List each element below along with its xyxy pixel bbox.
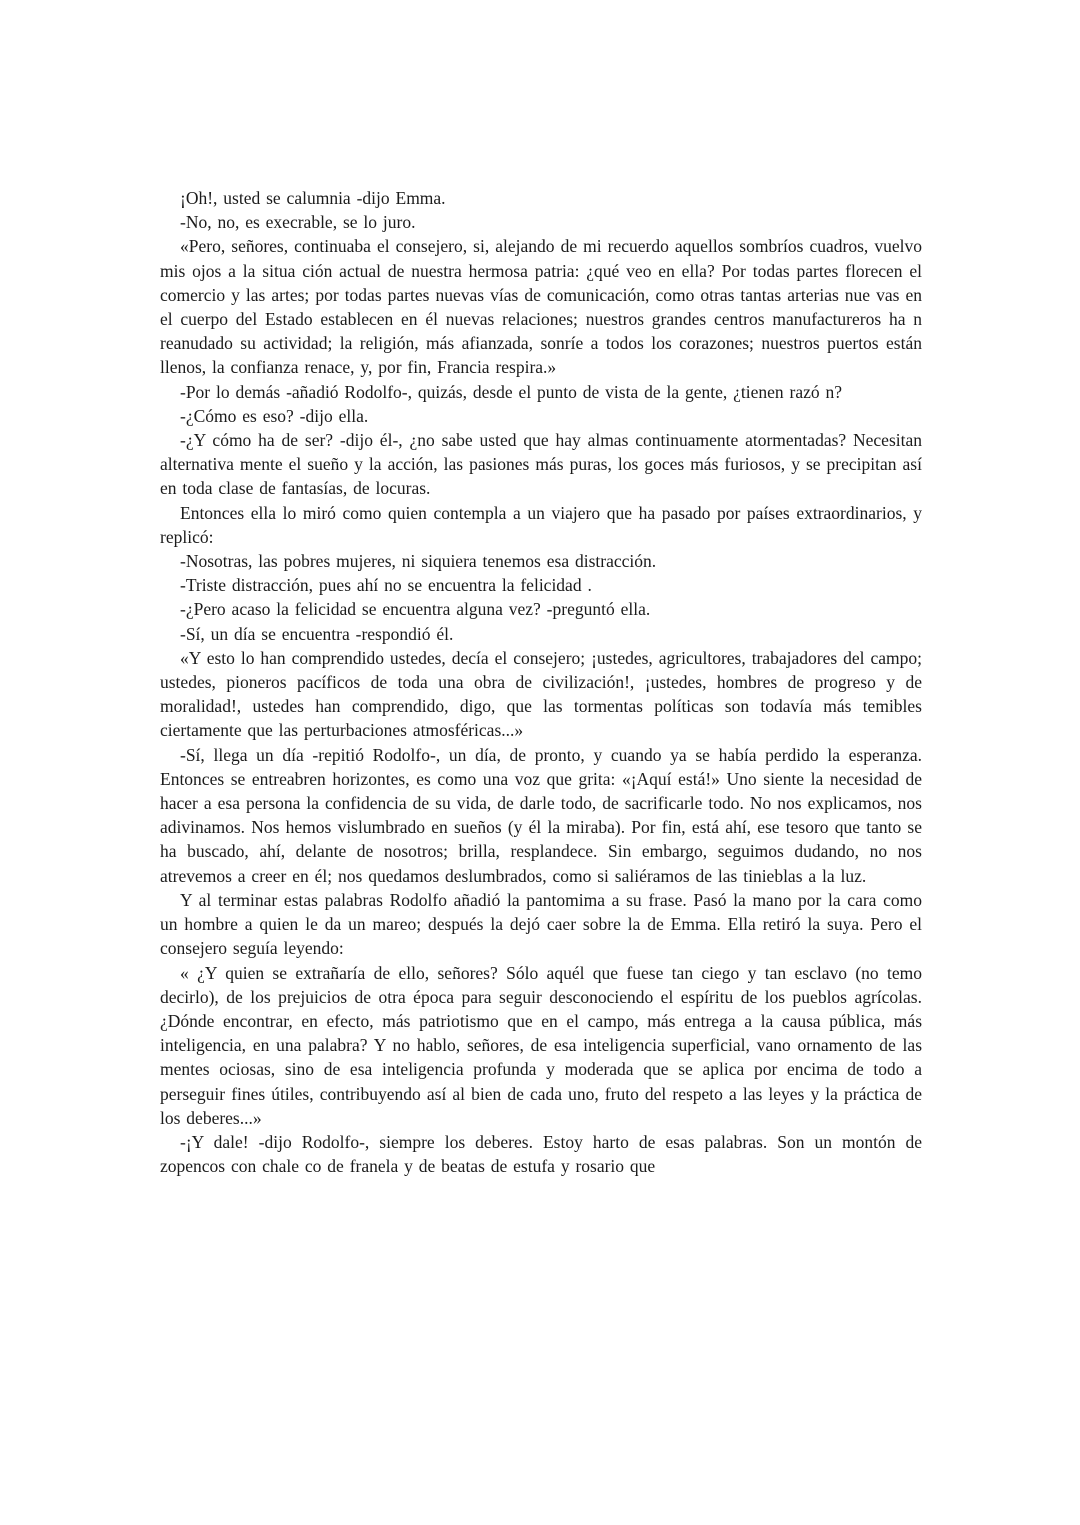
paragraph: ¡Oh!, usted se calumnia -dijo Emma. [180,188,446,208]
page-text [160,186,922,1178]
paragraph: «Y esto lo han comprendido ustedes, decía el consejero; ¡ustedes, agricultores, trabajadores del campo; ustedes, pioneros pacíficos de toda una obra de civilización!, ¡ustedes, hombres de progreso y de moralidad!, ustedes han comprendido, digo, que las tormentas políticas son todavía más temibles ciertamente que las perturbaciones atmosféricas...» [160,647,922,741]
paragraph: -¿Cómo es eso? -dijo ella. [180,405,369,426]
paragraph: Entonces ella lo miró como quien contempla a un viajero que ha pasado por países extraordinarios, y replicó: [160,502,922,547]
paragraph: -No, no, es execrable, se lo juro. [180,212,416,233]
paragraph: -Nosotras, las pobres mujeres, ni siquiera tenemos esa distracción. [180,551,657,572]
paragraph: « ¿Y quien se extrañaría de ello, señores? Sólo aquél que fuese tan ciego y tan esclavo (no temo decirlo), de los prejuicios de otra época para seguir desconociendo el espíritu de los pueblos agrícolas. ¿Dónde encontrar, en efecto, más patriotismo que en el campo, más entrega a la causa pública, más inteligencia, en una palabra? Y no hablo, señores, de esa inteligencia superficial, vano ornamento de las mentes ociosas, sino de esa inteligencia profunda y moderada que se aplica por encima de todo a perseguir fines útiles, contribuyendo así al bien de cada uno, fruto del respeto a las leyes y la práctica de los deberes...» [160,962,922,1128]
paragraph: -Sí, llega un día -repitió Rodolfo-, un día, de pronto, y cuando ya se había perdido la esperanza. Entonces se entreabren horizontes, es como una voz que grita: «¡Aquí está!» Uno siente la necesidad de hacer a esa persona la confidencia de su vida, de darle todo, de sacrificarle todo. No nos explicamos, nos adivinamos. Nos hemos vislumbrado en sueños (y él la miraba). Por fin, está ahí, ese tesoro que tanto se ha buscado, ahí, delante de nosotros; brilla, resplandece. Sin embargo, seguimos dudando, no nos atrevemos a creer en él; nos quedamos deslumbrados, como si saliéramos de las tinieblas a la luz. [160,744,922,886]
paragraph: -Sí, un día se encuentra -respondió él. [180,623,454,644]
paragraph: «Pero, señores, continuaba el consejero, si, alejando de mi recuerdo aquellos sombríos cuadros, vuelvo mis ojos a la situa ción actual de nuestra hermosa patria: ¿qué veo en ella? Por todas partes florecen el comercio y las artes; por todas partes nuevas vías de comunicación, como otras tantas arterias nue vas en el cuerpo del Estado establecen en él nuevas relaciones; nuestros grandes centros manufactureros ha n reanudado su actividad; la religión, más afianzada, sonríe a todos los corazones; nuestros puertos están llenos, la confianza renace, y, por fin, Francia respira.» [160,236,922,378]
paragraph: Y al terminar estas palabras Rodolfo añadió la pantomima a su frase. Pasó la mano por la cara como un hombre a quien le da un mareo; después la dejó caer sobre la de Emma. Ella retiró la suya. Pero el consejero seguía leyendo: [160,889,922,959]
paragraph: -¿Pero acaso la felicidad se encuentra alguna vez? -preguntó ella. [180,599,651,620]
paragraph: -Triste distracción, pues ahí no se encuentra la felicidad . [180,575,592,596]
paragraph: -¿Y cómo ha de ser? -dijo él-, ¿no sabe usted que hay almas continuamente atormentadas? Necesitan alternativa mente el sueño y la acción, las pasiones más puras, los goces más furiosos, y se precipitan así en toda clase de fantasías, de locuras. [160,430,922,499]
paragraph: -¡Y dale! -dijo Rodolfo-, siempre los deberes. Estoy harto de esas palabras. Son un montón de zopencos con chale co de franela y de beatas de estufa y rosario que [160,1131,922,1177]
paragraph: -Por lo demás -añadió Rodolfo-, quizás, desde el punto de vista de la gente, ¿tienen razó n? [180,381,843,402]
